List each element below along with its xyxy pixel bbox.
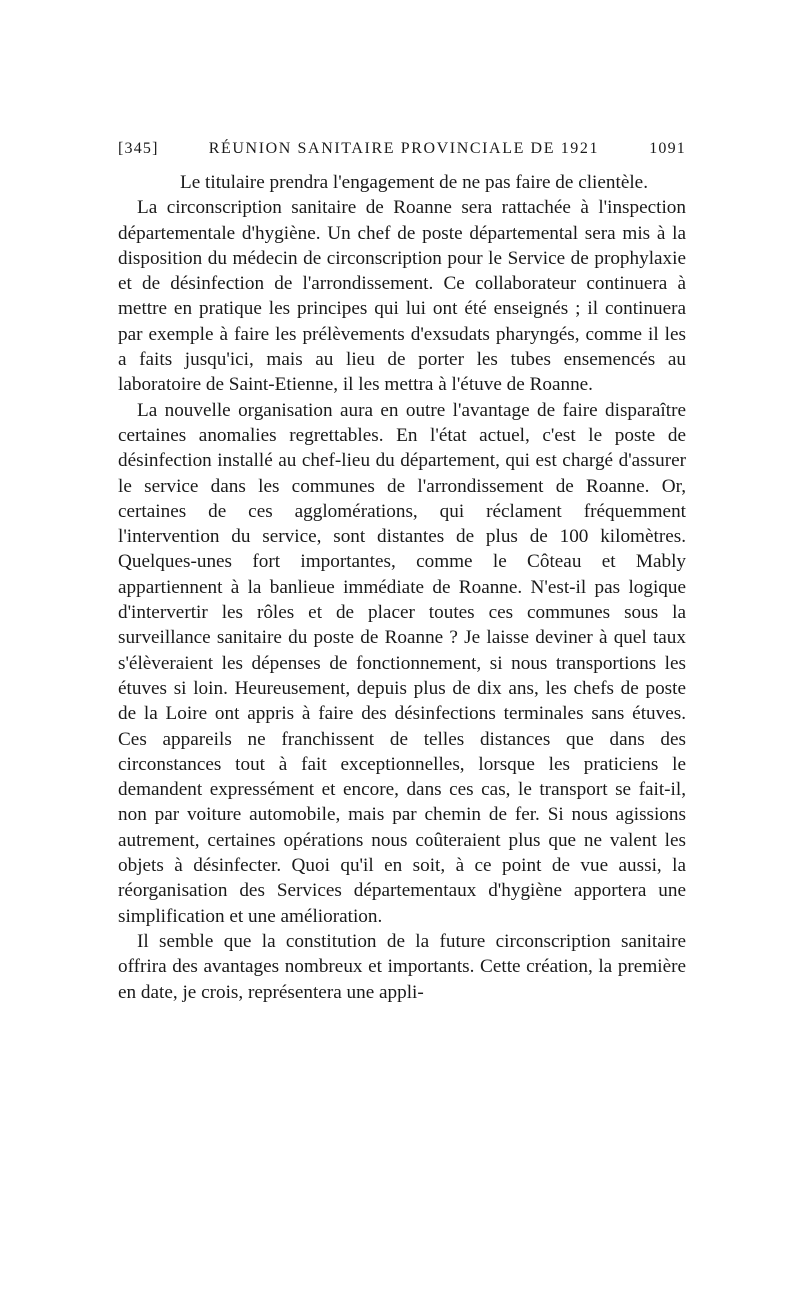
document-page [118,140,686,1005]
running-title: RÉUNION SANITAIRE PROVINCIALE DE 1921 [208,140,600,157]
page-reference: [345] [118,140,159,157]
paragraph-organisation: La nouvelle organisation aura en outre l'avantage de faire disparaître certaines anomalies regrettables. En l'état actuel, c'est le poste de désinfection installé au chef-lieu du département, qui est chargé d'assurer le service dans les communes de l'arrondissement de Roanne. Or, certaines de ces agglomérations, qui réclament fréquemment l'intervention du service, sont distantes de plus de 100 kilomètres. Quelques-unes fort importantes, comme le Côteau et Mably appartiennent à la banlieue immédiate de Roanne. N'est-il pas logique d'intervertir les rôles et de placer toutes ces communes sous la surveillance sanitaire du poste de Roanne ? Je laisse deviner à quel taux s'élèveraient les dépenses de fonctionnement, si nous transportions les étuves si loin. Heureusement, depuis plus de dix ans, les chefs de poste de la Loire ont appris à faire des désinfections terminales sans étuves. Ces appareils ne franchissent de telles distances que dans des circonstances tout à fait exceptionnelles, lorsque les praticiens le demandent expressément et encore, dans ces cas, le transport se fait-il, non par voiture automobile, mais par chemin de fer. Si nous agissions autrement, certaines opérations nous coûteraient plus que ne valent les objets à désinfecter. Quoi qu'il en soit, à ce point de vue aussi, la réorganisation des Services départementaux d'hygiène apportera une simplification et une amélioration. [118,399,686,927]
page-number: 1091 [649,140,686,157]
running-header [118,140,686,158]
paragraph-avantages: Il semble que la constitution de la future circonscription sanitaire offrira des avantages nombreux et importants. Cette création, la première en date, je crois, représentera une appli- [118,930,686,1003]
paragraph-engagement: Le titulaire prendra l'engagement de ne pas faire de clientèle. [180,172,648,193]
body-text [118,170,686,1005]
paragraph-circonscription: La circonscription sanitaire de Roanne sera rattachée à l'inspection départementale d'hygiène. Un chef de poste départemental sera mis à la disposition du médecin de circonscription pour le Service de prophylaxie et de désinfection de l'arrondissement. Ce collaborateur continuera à mettre en pratique les principes qui lui ont été enseignés ; il continuera par exemple à faire les prélèvements d'exsudats pharyngés, comme il les a faits jusqu'ici, mais au lieu de porter les tubes ensemencés au laboratoire de Saint-Etienne, il les mettra à l'étuve de Roanne. [118,197,686,396]
